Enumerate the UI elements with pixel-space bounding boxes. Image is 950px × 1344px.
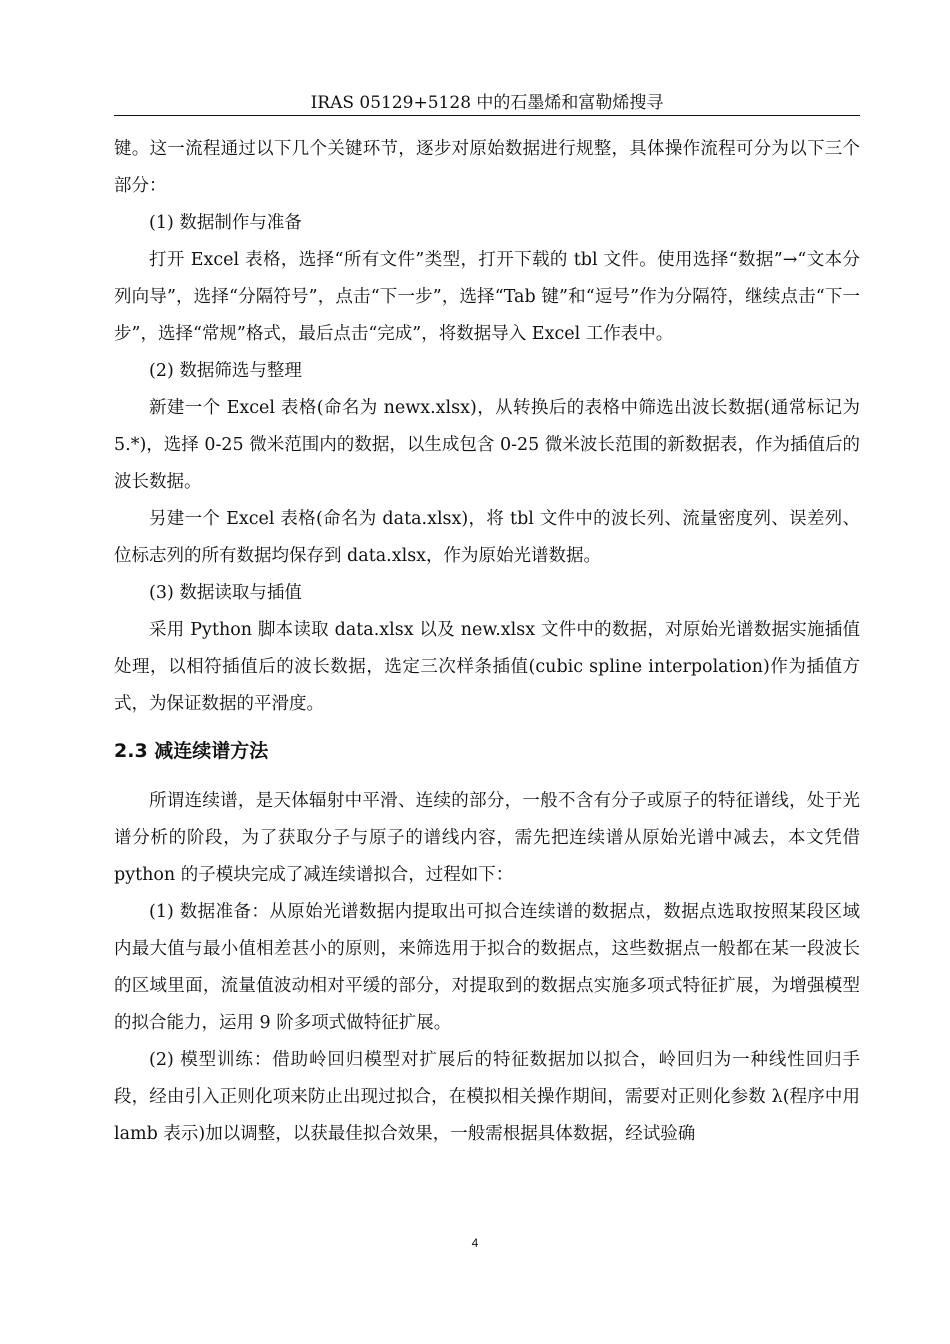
- page-body: [114, 131, 860, 1153]
- running-header: IRAS 05129+5128 中的石墨烯和富勒烯搜寻: [310, 93, 664, 113]
- paragraph-continuum-intro: 所谓连续谱，是天体辐射中平滑、连续的部分，一般不含有分子或原子的特征谱线，处于光谱分析的阶段，为了获取分子与原子的谱线内容，需先把连续谱从原始光谱中减去，本文凭借 python 的子模块完成了减连续谱拟合，过程如下：: [114, 791, 860, 885]
- paragraph-data-interpolation: 采用 Python 脚本读取 data.xlsx 以及 new.xlsx 文件中的数据，对原始光谱数据实施插值处理，以相符插值后的波长数据，选定三次样条插值(cubic spline interpolation)作为插值方式，为保证数据的平滑度。: [114, 620, 860, 714]
- paragraph-step-data-preparation: (1) 数据准备：从原始光谱数据内提取出可拟合连续谱的数据点，数据点选取按照某段区域内最大值与最小值相差甚小的原则，来筛选用于拟合的数据点，这些数据点一般都在某一段波长的区域里面，流量值波动相对平缓的部分，对提取到的数据点实施多项式特征扩展，为增强模型的拟合能力，运用 9 阶多项式做特征扩展。: [114, 902, 860, 1033]
- paragraph-data-filtering-2: 另建一个 Excel 表格(命名为 data.xlsx)，将 tbl 文件中的波长列、流量密度列、误差列、位标志列的所有数据均保存到 data.xlsx，作为原始光谱数据。: [114, 509, 860, 566]
- header-rule: [114, 115, 860, 116]
- section-heading: 2.3 减连续谱方法: [114, 740, 269, 762]
- paragraph-data-preparation: 打开 Excel 表格，选择“所有文件”类型，打开下载的 tbl 文件。使用选择“数据”→“文本分列向导”，选择“分隔符号”，点击“下一步”，选择“Tab 键”和“逗号”作为分隔符，继续点击“下一步”，选择“常规”格式，最后点击“完成”，将数据导入 Excel 工作表中。: [114, 250, 860, 344]
- subsection-title-data-interpolation: (3) 数据读取与插值: [149, 583, 302, 603]
- subsection-title-data-preparation: (1) 数据制作与准备: [149, 213, 302, 233]
- subsection-title-data-filtering: (2) 数据筛选与整理: [149, 361, 302, 381]
- paragraph-step-model-training: (2) 模型训练：借助岭回归模型对扩展后的特征数据加以拟合，岭回归为一种线性回归手段，经由引入正则化项来防止出现过拟合，在模拟相关操作期间，需要对正则化参数 λ(程序中用 lamb 表示)加以调整，以获最佳拟合效果，一般需根据具体数据，经试验确: [114, 1050, 860, 1144]
- paragraph-continuation: 键。这一流程通过以下几个关键环节，逐步对原始数据进行规整，具体操作流程可分为以下三个部分：: [114, 139, 860, 196]
- paragraph-data-filtering-1: 新建一个 Excel 表格(命名为 newx.xlsx)，从转换后的表格中筛选出波长数据(通常标记为 5.*)，选择 0-25 微米范围内的数据，以生成包含 0-25 微米波长范围的新数据表，作为插值后的波长数据。: [114, 398, 860, 492]
- page-number: 4: [471, 1236, 479, 1250]
